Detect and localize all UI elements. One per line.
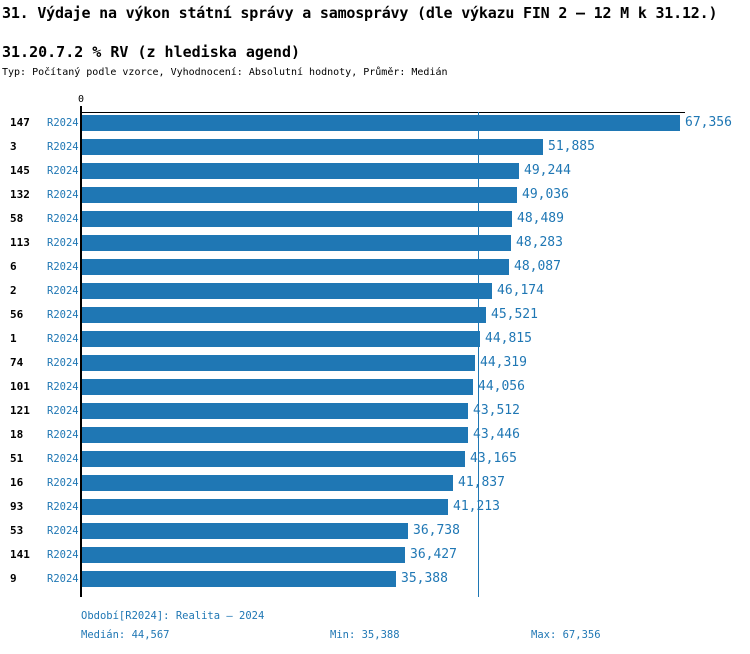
value-bar (82, 379, 473, 395)
series-label: R2024 (47, 141, 79, 153)
series-label: R2024 (47, 333, 79, 345)
value-bar (82, 355, 475, 371)
value-label: 46,174 (497, 283, 544, 298)
x-axis-zero-tick-label: 0 (78, 94, 85, 105)
value-label: 49,244 (524, 163, 571, 178)
value-label: 41,837 (458, 475, 505, 490)
footer-min-label: Min: 35,388 (330, 629, 400, 641)
category-label: 93 (10, 500, 24, 513)
value-bar (82, 139, 543, 155)
value-label: 41,213 (453, 499, 500, 514)
bar-row (0, 547, 750, 563)
bar-row (0, 355, 750, 371)
series-label: R2024 (47, 501, 79, 513)
bar-row (0, 571, 750, 587)
series-label: R2024 (47, 261, 79, 273)
footer-max-label: Max: 67,356 (531, 629, 601, 641)
value-label: 48,283 (516, 235, 563, 250)
category-label: 9 (10, 572, 17, 585)
value-label: 43,512 (473, 403, 520, 418)
series-label: R2024 (47, 549, 79, 561)
value-bar (82, 115, 680, 131)
category-label: 2 (10, 284, 17, 297)
value-label: 43,446 (473, 427, 520, 442)
value-bar (82, 211, 512, 227)
value-bar (82, 547, 405, 563)
category-label: 58 (10, 212, 24, 225)
series-label: R2024 (47, 453, 79, 465)
bar-row (0, 235, 750, 251)
series-label: R2024 (47, 477, 79, 489)
category-label: 121 (10, 404, 30, 417)
category-label: 74 (10, 356, 24, 369)
category-label: 132 (10, 188, 30, 201)
category-label: 53 (10, 524, 24, 537)
bar-row (0, 475, 750, 491)
series-label: R2024 (47, 189, 79, 201)
series-label: R2024 (47, 309, 79, 321)
series-label: R2024 (47, 405, 79, 417)
bar-row (0, 211, 750, 227)
value-bar (82, 283, 492, 299)
footer-period-label: Období[R2024]: Realita – 2024 (81, 610, 265, 622)
bar-row (0, 403, 750, 419)
series-label: R2024 (47, 525, 79, 537)
series-label: R2024 (47, 165, 79, 177)
series-label: R2024 (47, 285, 79, 297)
bar-row (0, 499, 750, 515)
series-label: R2024 (47, 381, 79, 393)
value-bar (82, 451, 465, 467)
chart-subtitle: 31.20.7.2 % RV (z hlediska agend) (2, 43, 301, 61)
value-label: 48,489 (517, 211, 564, 226)
value-bar (82, 499, 448, 515)
bar-row (0, 283, 750, 299)
value-bar (82, 331, 480, 347)
value-label: 44,319 (480, 355, 527, 370)
bar-row (0, 139, 750, 155)
value-label: 51,885 (548, 139, 595, 154)
value-bar (82, 235, 511, 251)
series-label: R2024 (47, 237, 79, 249)
bar-row (0, 451, 750, 467)
value-bar (82, 403, 468, 419)
category-label: 16 (10, 476, 24, 489)
value-label: 36,738 (413, 523, 460, 538)
bar-row (0, 259, 750, 275)
value-bar (82, 523, 408, 539)
category-label: 147 (10, 116, 30, 129)
value-bar (82, 259, 509, 275)
bar-row (0, 115, 750, 131)
bar-row (0, 331, 750, 347)
category-label: 101 (10, 380, 30, 393)
value-label: 45,521 (491, 307, 538, 322)
value-label: 35,388 (401, 571, 448, 586)
bar-row (0, 379, 750, 395)
bar-row (0, 187, 750, 203)
category-label: 56 (10, 308, 24, 321)
value-bar (82, 307, 486, 323)
value-bar (82, 427, 468, 443)
chart-title: 31. Výdaje na výkon státní správy a samosprávy (dle výkazu FIN 2 – 12 M k 31.12.) (2, 4, 718, 22)
value-bar (82, 187, 517, 203)
footer-median-label: Medián: 44,567 (81, 629, 170, 641)
value-label: 36,427 (410, 547, 457, 562)
value-bar (82, 475, 453, 491)
chart-meta-line: Typ: Počítaný podle vzorce, Vyhodnocení: Absolutní hodnoty, Průměr: Medián (2, 67, 448, 78)
category-label: 3 (10, 140, 17, 153)
value-bar (82, 163, 519, 179)
bar-row (0, 427, 750, 443)
category-label: 113 (10, 236, 30, 249)
value-label: 67,356 (685, 115, 732, 130)
value-label: 43,165 (470, 451, 517, 466)
category-label: 18 (10, 428, 24, 441)
category-label: 51 (10, 452, 24, 465)
value-label: 49,036 (522, 187, 569, 202)
category-label: 141 (10, 548, 30, 561)
series-label: R2024 (47, 357, 79, 369)
value-label: 44,815 (485, 331, 532, 346)
category-label: 1 (10, 332, 17, 345)
series-label: R2024 (47, 117, 79, 129)
series-label: R2024 (47, 429, 79, 441)
bar-row (0, 163, 750, 179)
category-label: 6 (10, 260, 17, 273)
value-label: 44,056 (478, 379, 525, 394)
series-label: R2024 (47, 213, 79, 225)
value-label: 48,087 (514, 259, 561, 274)
bar-row (0, 523, 750, 539)
value-bar (82, 571, 396, 587)
bar-row (0, 307, 750, 323)
series-label: R2024 (47, 573, 79, 585)
category-label: 145 (10, 164, 30, 177)
